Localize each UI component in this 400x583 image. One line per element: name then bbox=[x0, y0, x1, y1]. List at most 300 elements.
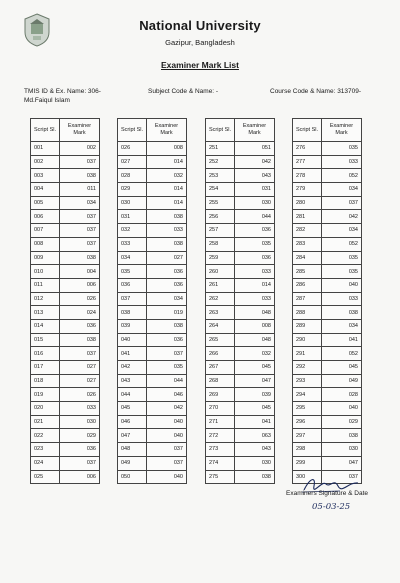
script-serial: 278 bbox=[293, 169, 322, 183]
script-serial: 258 bbox=[206, 237, 235, 251]
table-row bbox=[31, 306, 100, 320]
script-serial: 028 bbox=[118, 169, 147, 183]
script-serial: 006 bbox=[31, 210, 60, 224]
table-row bbox=[206, 183, 275, 197]
table-row bbox=[118, 306, 187, 320]
script-serial: 038 bbox=[118, 306, 147, 320]
table-row bbox=[206, 265, 275, 279]
table-row bbox=[118, 196, 187, 210]
script-serial: 045 bbox=[118, 402, 147, 416]
examiner-mark: 026 bbox=[60, 292, 100, 306]
script-serial: 281 bbox=[293, 210, 322, 224]
table-row bbox=[206, 278, 275, 292]
table-row bbox=[293, 388, 362, 402]
table-row bbox=[206, 402, 275, 416]
script-serial: 027 bbox=[118, 155, 147, 169]
table-row bbox=[293, 402, 362, 416]
script-serial: 033 bbox=[118, 237, 147, 251]
table-row bbox=[206, 361, 275, 375]
script-serial: 017 bbox=[31, 361, 60, 375]
script-serial: 300 bbox=[293, 470, 322, 484]
table-row bbox=[206, 237, 275, 251]
examiner-mark: 033 bbox=[235, 292, 275, 306]
table-row bbox=[293, 429, 362, 443]
university-title: National University bbox=[139, 18, 261, 33]
script-serial: 277 bbox=[293, 155, 322, 169]
script-serial: 035 bbox=[118, 265, 147, 279]
examiner-mark: 036 bbox=[60, 319, 100, 333]
script-serial: 256 bbox=[206, 210, 235, 224]
examiner-mark: 026 bbox=[60, 388, 100, 402]
table-row bbox=[293, 374, 362, 388]
examiner-mark: 046 bbox=[147, 388, 187, 402]
script-serial: 295 bbox=[293, 402, 322, 416]
script-serial: 019 bbox=[31, 388, 60, 402]
table-row bbox=[118, 470, 187, 484]
document-title: Examiner Mark List bbox=[161, 60, 239, 70]
script-serial: 048 bbox=[118, 443, 147, 457]
script-serial: 260 bbox=[206, 265, 235, 279]
examiner-mark: 037 bbox=[60, 347, 100, 361]
mark-table-2 bbox=[117, 118, 187, 484]
examiner-mark: 033 bbox=[60, 402, 100, 416]
examiner-mark: 036 bbox=[147, 265, 187, 279]
script-serial: 261 bbox=[206, 278, 235, 292]
script-serial: 001 bbox=[31, 142, 60, 156]
script-serial: 267 bbox=[206, 361, 235, 375]
examiner-mark: 006 bbox=[60, 470, 100, 484]
table-row bbox=[31, 196, 100, 210]
table-row bbox=[118, 142, 187, 156]
examiner-mark: 030 bbox=[235, 456, 275, 470]
examiner-mark: 029 bbox=[322, 415, 362, 429]
script-serial: 031 bbox=[118, 210, 147, 224]
script-serial: 010 bbox=[31, 265, 60, 279]
table-row bbox=[31, 333, 100, 347]
examiner-mark: 006 bbox=[60, 278, 100, 292]
university-location: Gazipur, Bangladesh bbox=[165, 38, 235, 47]
script-serial: 042 bbox=[118, 361, 147, 375]
table-row bbox=[118, 402, 187, 416]
examiner-mark: 030 bbox=[60, 415, 100, 429]
column-header-script: Script Sl. bbox=[293, 119, 322, 142]
column-header-mark: Examiner Mark bbox=[147, 119, 187, 142]
examiner-mark: 027 bbox=[60, 374, 100, 388]
script-serial: 009 bbox=[31, 251, 60, 265]
script-serial: 273 bbox=[206, 443, 235, 457]
examiner-mark: 052 bbox=[322, 169, 362, 183]
examiner-mark: 045 bbox=[322, 361, 362, 375]
table-row bbox=[118, 347, 187, 361]
script-serial: 299 bbox=[293, 456, 322, 470]
script-serial: 012 bbox=[31, 292, 60, 306]
table-row bbox=[118, 278, 187, 292]
table-row bbox=[118, 210, 187, 224]
examiner-mark: 063 bbox=[235, 429, 275, 443]
script-serial: 291 bbox=[293, 347, 322, 361]
examiner-mark: 033 bbox=[235, 265, 275, 279]
script-serial: 002 bbox=[31, 155, 60, 169]
examiner-mark: 042 bbox=[235, 155, 275, 169]
examiner-mark: 045 bbox=[235, 402, 275, 416]
mark-table-3 bbox=[205, 118, 275, 484]
table-row bbox=[293, 306, 362, 320]
script-serial: 285 bbox=[293, 265, 322, 279]
script-serial: 268 bbox=[206, 374, 235, 388]
table-row bbox=[206, 429, 275, 443]
script-serial: 011 bbox=[31, 278, 60, 292]
table-row bbox=[293, 155, 362, 169]
table-row bbox=[31, 443, 100, 457]
script-serial: 046 bbox=[118, 415, 147, 429]
table-row bbox=[31, 361, 100, 375]
mark-table-1 bbox=[30, 118, 100, 484]
script-serial: 029 bbox=[118, 183, 147, 197]
script-serial: 282 bbox=[293, 224, 322, 238]
examiner-mark: 036 bbox=[60, 443, 100, 457]
examiner-mark: 019 bbox=[147, 306, 187, 320]
script-serial: 279 bbox=[293, 183, 322, 197]
column-header-mark: Examiner Mark bbox=[235, 119, 275, 142]
script-serial: 044 bbox=[118, 388, 147, 402]
examiner-mark: 039 bbox=[235, 388, 275, 402]
table-row bbox=[206, 388, 275, 402]
examiner-mark: 037 bbox=[147, 443, 187, 457]
table-row bbox=[118, 415, 187, 429]
script-serial: 264 bbox=[206, 319, 235, 333]
examiner-mark: 002 bbox=[60, 142, 100, 156]
script-serial: 252 bbox=[206, 155, 235, 169]
examiner-mark: 038 bbox=[147, 319, 187, 333]
table-row bbox=[206, 374, 275, 388]
script-serial: 026 bbox=[118, 142, 147, 156]
examiner-mark: 040 bbox=[147, 470, 187, 484]
table-row bbox=[118, 429, 187, 443]
script-serial: 251 bbox=[206, 142, 235, 156]
table-row bbox=[293, 347, 362, 361]
examiner-mark: 044 bbox=[147, 374, 187, 388]
examiner-mark: 035 bbox=[147, 361, 187, 375]
examiner-mark: 034 bbox=[322, 224, 362, 238]
examiner-mark: 027 bbox=[60, 361, 100, 375]
script-serial: 292 bbox=[293, 361, 322, 375]
script-serial: 262 bbox=[206, 292, 235, 306]
table-row bbox=[206, 347, 275, 361]
script-serial: 005 bbox=[31, 196, 60, 210]
table-row bbox=[31, 278, 100, 292]
examiner-mark: 042 bbox=[322, 210, 362, 224]
column-header-script: Script Sl. bbox=[31, 119, 60, 142]
table-row bbox=[118, 169, 187, 183]
examiner-mark: 038 bbox=[60, 251, 100, 265]
table-row bbox=[293, 415, 362, 429]
subject-code: Subject Code & Name: - bbox=[148, 88, 219, 95]
script-serial: 008 bbox=[31, 237, 60, 251]
table-row bbox=[31, 319, 100, 333]
examiner-mark: 008 bbox=[235, 319, 275, 333]
examiner-mark: 034 bbox=[147, 292, 187, 306]
examiner-mark: 037 bbox=[147, 456, 187, 470]
examiner-mark: 038 bbox=[235, 470, 275, 484]
table-row bbox=[206, 224, 275, 238]
examiner-mark: 038 bbox=[147, 210, 187, 224]
examiner-mark: 051 bbox=[235, 142, 275, 156]
script-serial: 284 bbox=[293, 251, 322, 265]
examiner-mark: 011 bbox=[60, 183, 100, 197]
table-row bbox=[31, 470, 100, 484]
table-row bbox=[293, 183, 362, 197]
script-serial: 015 bbox=[31, 333, 60, 347]
script-serial: 289 bbox=[293, 319, 322, 333]
table-row bbox=[206, 196, 275, 210]
script-serial: 014 bbox=[31, 319, 60, 333]
examiner-mark: 043 bbox=[235, 443, 275, 457]
script-serial: 255 bbox=[206, 196, 235, 210]
script-serial: 049 bbox=[118, 456, 147, 470]
script-serial: 018 bbox=[31, 374, 60, 388]
table-row bbox=[206, 169, 275, 183]
table-row bbox=[206, 292, 275, 306]
script-serial: 003 bbox=[31, 169, 60, 183]
table-row bbox=[118, 155, 187, 169]
examiner-mark: 037 bbox=[147, 347, 187, 361]
examiner-mark: 037 bbox=[322, 470, 362, 484]
examiner-mark: 036 bbox=[235, 251, 275, 265]
mark-table-4 bbox=[292, 118, 362, 484]
examiner-mark: 004 bbox=[60, 265, 100, 279]
examiner-mark: 014 bbox=[147, 155, 187, 169]
table-row bbox=[31, 265, 100, 279]
table-row bbox=[206, 443, 275, 457]
table-row bbox=[31, 251, 100, 265]
script-serial: 259 bbox=[206, 251, 235, 265]
table-row bbox=[31, 402, 100, 416]
table-row bbox=[293, 224, 362, 238]
examiner-mark: 014 bbox=[147, 183, 187, 197]
examiner-mark: 052 bbox=[322, 347, 362, 361]
script-serial: 039 bbox=[118, 319, 147, 333]
table-row bbox=[31, 415, 100, 429]
script-serial: 023 bbox=[31, 443, 60, 457]
script-serial: 269 bbox=[206, 388, 235, 402]
script-serial: 007 bbox=[31, 224, 60, 238]
examiner-mark: 024 bbox=[60, 306, 100, 320]
examiner-mark: 008 bbox=[147, 142, 187, 156]
script-serial: 037 bbox=[118, 292, 147, 306]
script-serial: 257 bbox=[206, 224, 235, 238]
examiner-mark: 033 bbox=[322, 292, 362, 306]
examiner-mark: 038 bbox=[322, 429, 362, 443]
script-serial: 043 bbox=[118, 374, 147, 388]
script-serial: 287 bbox=[293, 292, 322, 306]
script-serial: 032 bbox=[118, 224, 147, 238]
examiner-mark: 047 bbox=[322, 456, 362, 470]
table-row bbox=[31, 155, 100, 169]
examiner-mark: 032 bbox=[147, 169, 187, 183]
table-row bbox=[293, 142, 362, 156]
script-serial: 296 bbox=[293, 415, 322, 429]
examiner-mark: 028 bbox=[322, 388, 362, 402]
script-serial: 034 bbox=[118, 251, 147, 265]
script-serial: 025 bbox=[31, 470, 60, 484]
examiner-mark: 041 bbox=[322, 333, 362, 347]
examiner-mark: 037 bbox=[60, 237, 100, 251]
script-serial: 272 bbox=[206, 429, 235, 443]
table-row bbox=[118, 292, 187, 306]
script-serial: 276 bbox=[293, 142, 322, 156]
script-serial: 030 bbox=[118, 196, 147, 210]
examiner-mark: 041 bbox=[235, 415, 275, 429]
table-row bbox=[206, 306, 275, 320]
script-serial: 266 bbox=[206, 347, 235, 361]
script-serial: 263 bbox=[206, 306, 235, 320]
table-row bbox=[293, 169, 362, 183]
examiner-mark: 027 bbox=[147, 251, 187, 265]
examiner-mark: 033 bbox=[147, 224, 187, 238]
table-row bbox=[31, 224, 100, 238]
examiner-mark: 038 bbox=[60, 333, 100, 347]
examiner-mark: 036 bbox=[235, 224, 275, 238]
examiner-mark: 037 bbox=[60, 456, 100, 470]
script-serial: 275 bbox=[206, 470, 235, 484]
examiner-mark: 040 bbox=[147, 429, 187, 443]
column-header-mark: Examiner Mark bbox=[60, 119, 100, 142]
script-serial: 036 bbox=[118, 278, 147, 292]
table-row bbox=[31, 183, 100, 197]
table-row bbox=[206, 470, 275, 484]
table-row bbox=[118, 319, 187, 333]
script-serial: 286 bbox=[293, 278, 322, 292]
table-row bbox=[31, 292, 100, 306]
script-serial: 271 bbox=[206, 415, 235, 429]
script-serial: 298 bbox=[293, 443, 322, 457]
tmis-id: TMIS ID & Ex. Name: 306- bbox=[24, 88, 101, 95]
examiner-mark: 038 bbox=[147, 237, 187, 251]
examiner-mark: 048 bbox=[235, 306, 275, 320]
table-row bbox=[31, 388, 100, 402]
script-serial: 013 bbox=[31, 306, 60, 320]
examiner-mark: 032 bbox=[235, 347, 275, 361]
table-row bbox=[293, 265, 362, 279]
table-row bbox=[118, 374, 187, 388]
table-row bbox=[31, 347, 100, 361]
script-serial: 280 bbox=[293, 196, 322, 210]
examiner-mark: 048 bbox=[235, 333, 275, 347]
table-row bbox=[293, 210, 362, 224]
script-serial: 265 bbox=[206, 333, 235, 347]
script-serial: 270 bbox=[206, 402, 235, 416]
table-row bbox=[31, 142, 100, 156]
table-row bbox=[118, 251, 187, 265]
signature-label: Examiners Signature & Date bbox=[286, 490, 369, 497]
examiner-mark: 030 bbox=[235, 196, 275, 210]
examiner-mark: 036 bbox=[147, 278, 187, 292]
signature-date: 05-03-25 bbox=[312, 502, 351, 512]
examiner-mark: 034 bbox=[322, 183, 362, 197]
examiner-name: Md.Faiqul Islam bbox=[24, 97, 70, 104]
table-row bbox=[206, 415, 275, 429]
table-row bbox=[206, 142, 275, 156]
examiner-mark: 029 bbox=[60, 429, 100, 443]
table-row bbox=[118, 361, 187, 375]
script-serial: 283 bbox=[293, 237, 322, 251]
table-row bbox=[31, 169, 100, 183]
script-serial: 050 bbox=[118, 470, 147, 484]
script-serial: 290 bbox=[293, 333, 322, 347]
table-row bbox=[293, 196, 362, 210]
table-row bbox=[293, 443, 362, 457]
course-code: Course Code & Name: 313709- bbox=[270, 88, 362, 95]
examiner-mark: 031 bbox=[235, 183, 275, 197]
table-row bbox=[293, 278, 362, 292]
examiner-mark: 038 bbox=[60, 169, 100, 183]
examiner-mark: 040 bbox=[147, 415, 187, 429]
script-serial: 253 bbox=[206, 169, 235, 183]
examiner-mark: 040 bbox=[322, 278, 362, 292]
table-row bbox=[31, 374, 100, 388]
table-row bbox=[293, 333, 362, 347]
table-row bbox=[118, 265, 187, 279]
table-row bbox=[293, 319, 362, 333]
script-serial: 274 bbox=[206, 456, 235, 470]
examiner-mark: 033 bbox=[322, 155, 362, 169]
table-row bbox=[118, 333, 187, 347]
examiner-mark: 035 bbox=[322, 265, 362, 279]
examiner-mark: 047 bbox=[235, 374, 275, 388]
examiner-mark: 034 bbox=[322, 319, 362, 333]
script-serial: 293 bbox=[293, 374, 322, 388]
script-serial: 021 bbox=[31, 415, 60, 429]
examiner-mark: 045 bbox=[235, 361, 275, 375]
examiner-mark: 036 bbox=[147, 333, 187, 347]
column-header-script: Script Sl. bbox=[118, 119, 147, 142]
table-row bbox=[118, 183, 187, 197]
examiner-mark: 035 bbox=[322, 142, 362, 156]
examiner-mark: 049 bbox=[322, 374, 362, 388]
table-row bbox=[293, 456, 362, 470]
table-row bbox=[293, 251, 362, 265]
table-row bbox=[206, 319, 275, 333]
examiner-mark: 014 bbox=[147, 196, 187, 210]
script-serial: 020 bbox=[31, 402, 60, 416]
table-row bbox=[293, 361, 362, 375]
script-serial: 041 bbox=[118, 347, 147, 361]
examiner-mark: 035 bbox=[322, 251, 362, 265]
examiner-mark: 043 bbox=[235, 169, 275, 183]
script-serial: 016 bbox=[31, 347, 60, 361]
column-header-mark: Examiner Mark bbox=[322, 119, 362, 142]
examiner-mark: 052 bbox=[322, 237, 362, 251]
script-serial: 024 bbox=[31, 456, 60, 470]
script-serial: 294 bbox=[293, 388, 322, 402]
table-row bbox=[31, 456, 100, 470]
examiner-mark: 037 bbox=[60, 224, 100, 238]
examiner-mark: 038 bbox=[322, 306, 362, 320]
table-row bbox=[31, 210, 100, 224]
examiner-mark: 042 bbox=[147, 402, 187, 416]
table-row bbox=[118, 237, 187, 251]
examiner-mark: 037 bbox=[60, 155, 100, 169]
examiner-mark: 044 bbox=[235, 210, 275, 224]
table-row bbox=[206, 456, 275, 470]
examiner-mark: 034 bbox=[60, 196, 100, 210]
table-row bbox=[118, 456, 187, 470]
examiner-mark: 037 bbox=[322, 196, 362, 210]
column-header-script: Script Sl. bbox=[206, 119, 235, 142]
script-serial: 297 bbox=[293, 429, 322, 443]
table-row bbox=[293, 237, 362, 251]
table-row bbox=[206, 210, 275, 224]
